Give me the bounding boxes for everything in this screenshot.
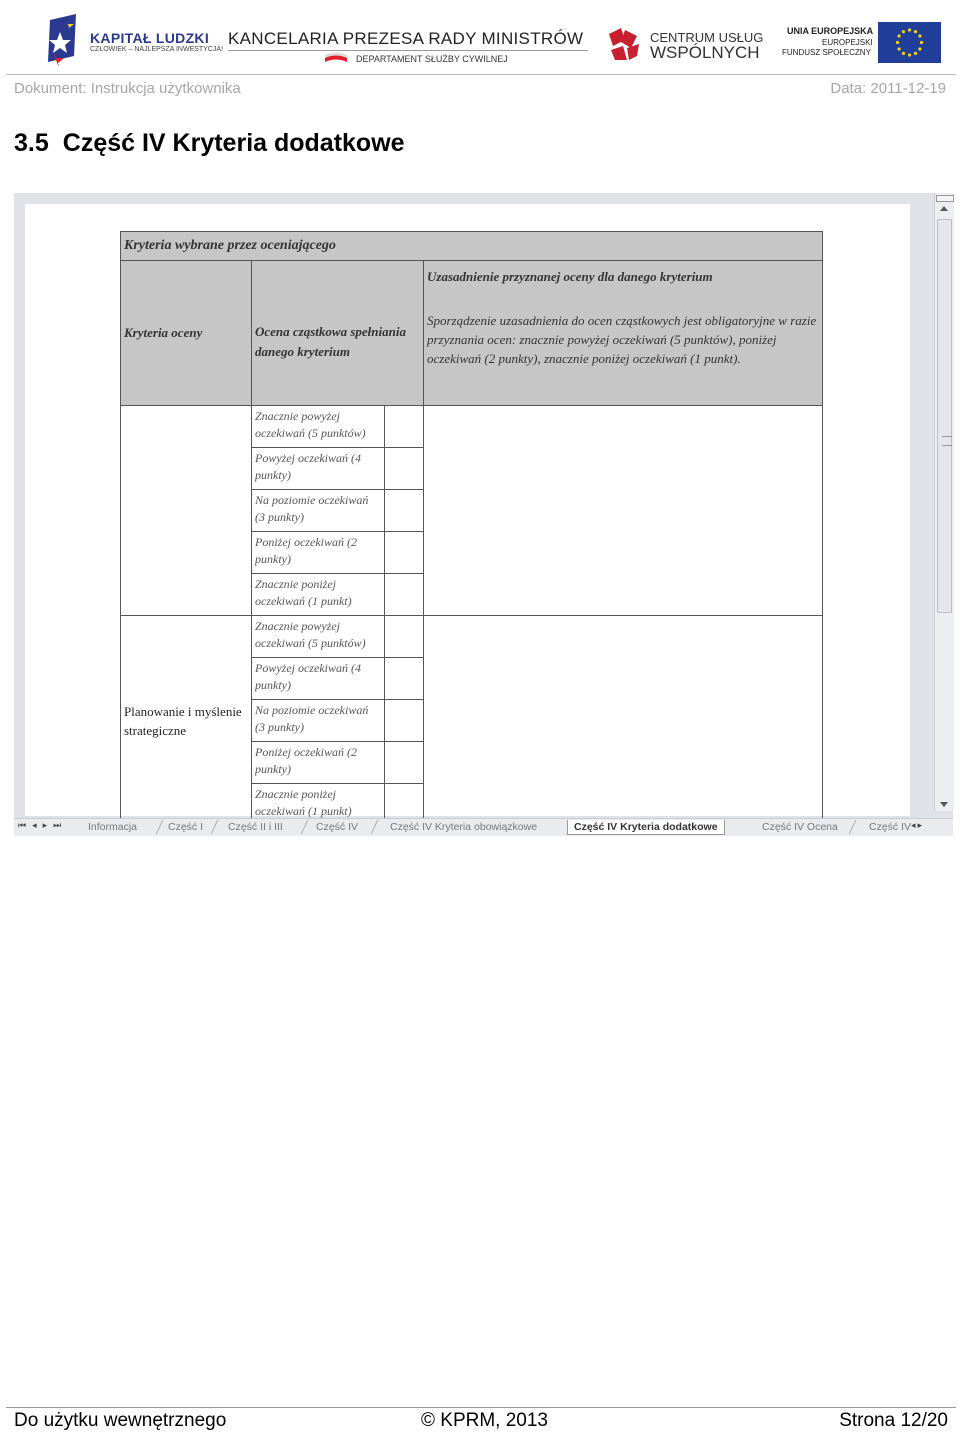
tab-separator	[371, 820, 379, 834]
cuw-line2: WSPÓLNYCH	[650, 43, 760, 62]
ue-line3: FUNDUSZ SPOŁECZNY	[782, 48, 871, 57]
scroll-up-arrow-icon[interactable]	[940, 206, 948, 211]
score-option: Powyżej oczekiwań (4 punkty)	[252, 448, 385, 490]
col-header-partial-score: Ocena cząstkowa spełniania danego kryterium	[252, 261, 424, 406]
ue-line1: UNIA EUROPEJSKA	[787, 26, 874, 36]
score-option: Na poziomie oczekiwań (3 punkty)	[252, 490, 385, 532]
score-checkbox[interactable]	[385, 700, 424, 742]
score-option: Znacznie powyżej oczekiwań (5 punktów)	[252, 406, 385, 448]
worksheet-area	[25, 204, 910, 816]
kl-subtitle: CZŁOWIEK – NAJLEPSZA INWESTYCJA!	[90, 46, 224, 53]
tab-nav-buttons[interactable]: ⏮◂▸⏭	[18, 821, 68, 831]
kprm-department: DEPARTAMENT SŁUŻBY CYWILNEJ	[356, 54, 508, 64]
score-checkbox[interactable]	[385, 532, 424, 574]
polish-flag-icon	[325, 52, 347, 64]
tab-separator	[211, 820, 219, 834]
justification-cell[interactable]	[424, 616, 823, 826]
vertical-scrollbar[interactable]	[934, 193, 954, 811]
criterion-cell[interactable]: Planowanie i myślenie strategiczne	[121, 616, 252, 826]
score-option: Poniżej oczekiwań (2 punkty)	[252, 742, 385, 784]
footer-left: Do użytku wewnętrznego	[14, 1410, 227, 1431]
tab-czesc-iv-obowiazkowe[interactable]: Część IV Kryteria obowiązkowe	[390, 821, 538, 833]
section-heading	[14, 129, 405, 158]
col-header-justification	[424, 261, 823, 406]
eu-flag-icon	[878, 22, 941, 63]
score-option: Poniżej oczekiwań (2 punkty)	[252, 532, 385, 574]
score-checkbox[interactable]	[385, 742, 424, 784]
justification-cell[interactable]	[424, 406, 823, 616]
tab-czesc-ii-iii[interactable]: Część II i III	[228, 821, 283, 833]
header-rule	[6, 74, 956, 75]
footer-page-number: Strona 12/20	[839, 1410, 948, 1431]
tab-informacja[interactable]: Informacja	[88, 821, 138, 833]
footer-rule	[6, 1407, 956, 1408]
footer-center: © KPRM, 2013	[421, 1410, 548, 1431]
tab-separator	[849, 820, 857, 834]
scroll-down-arrow-icon[interactable]	[940, 802, 948, 807]
table-row	[121, 616, 823, 658]
split-box[interactable]	[936, 195, 954, 202]
score-checkbox[interactable]	[385, 490, 424, 532]
tab-czesc-iv[interactable]: Część IV	[316, 821, 359, 833]
score-option: Znacznie powyżej oczekiwań (5 punktów)	[252, 616, 385, 658]
scrollbar-thumb[interactable]	[937, 219, 952, 613]
col-header-criteria: Kryteria oceny	[121, 261, 252, 406]
score-option: Powyżej oczekiwań (4 punkty)	[252, 658, 385, 700]
score-checkbox[interactable]	[385, 406, 424, 448]
criteria-table	[120, 231, 823, 826]
table-header-row	[121, 261, 823, 406]
top-header-cell: Kryteria wybrane przez oceniającego	[121, 232, 823, 261]
cuw-line1: CENTRUM USŁUG	[650, 30, 764, 45]
tab-czesc-iv-dodatkowe[interactable]: Część IV Kryteria dodatkowe	[567, 820, 725, 835]
scroll-grip-icon	[942, 436, 952, 446]
ue-line2: EUROPEJSKI	[822, 38, 873, 47]
score-checkbox[interactable]	[385, 616, 424, 658]
table-top-header-row	[121, 232, 823, 261]
tab-czesc-iv-more[interactable]: Część IV	[869, 821, 912, 833]
score-option: Znacznie poniżej oczekiwań (1 punkt)	[252, 784, 385, 826]
score-checkbox[interactable]	[385, 658, 424, 700]
kprm-divider	[228, 50, 588, 51]
tab-czesc-iv-ocena[interactable]: Część IV Ocena	[762, 821, 838, 833]
hscroll-arrows[interactable]: ◂▸	[911, 821, 925, 831]
kprm-title: KANCELARIA PREZESA RADY MINISTRÓW	[228, 29, 584, 48]
score-option: Na poziomie oczekiwań (3 punkty)	[252, 700, 385, 742]
justification-title: Uzasadnienie przyznanej oceny dla danego kryterium	[427, 269, 713, 284]
score-checkbox[interactable]	[385, 448, 424, 490]
header-logos	[0, 0, 960, 74]
criterion-cell[interactable]	[121, 406, 252, 616]
section-number: 3.5	[14, 129, 49, 157]
cuw-logo-icon	[605, 26, 641, 62]
sheet-tab-bar	[14, 818, 953, 836]
kapital-ludzki-logo-icon	[46, 12, 80, 66]
table-row	[121, 406, 823, 448]
score-checkbox[interactable]	[385, 574, 424, 616]
kl-title: KAPITAŁ LUDZKI	[90, 30, 210, 46]
tab-separator	[301, 820, 309, 834]
spreadsheet-screenshot	[14, 193, 953, 835]
document-date: Data: 2011-12-19	[830, 80, 946, 97]
justification-note: Sporządzenie uzasadnienia do ocen cząstkowych jest obligatoryjne w razie przyznania ocen: znacznie powyżej oczekiwań (5 punktów), poniżej oczekiwań (2 punkty), znacznie poniżej oczekiwań (1 punkt).	[427, 313, 817, 366]
score-option: Znacznie poniżej oczekiwań (1 punkt)	[252, 574, 385, 616]
document-label: Dokument: Instrukcja użytkownika	[14, 80, 241, 97]
tab-czesc-i[interactable]: Część I	[168, 821, 204, 833]
section-title: Część IV Kryteria dodatkowe	[62, 129, 405, 157]
